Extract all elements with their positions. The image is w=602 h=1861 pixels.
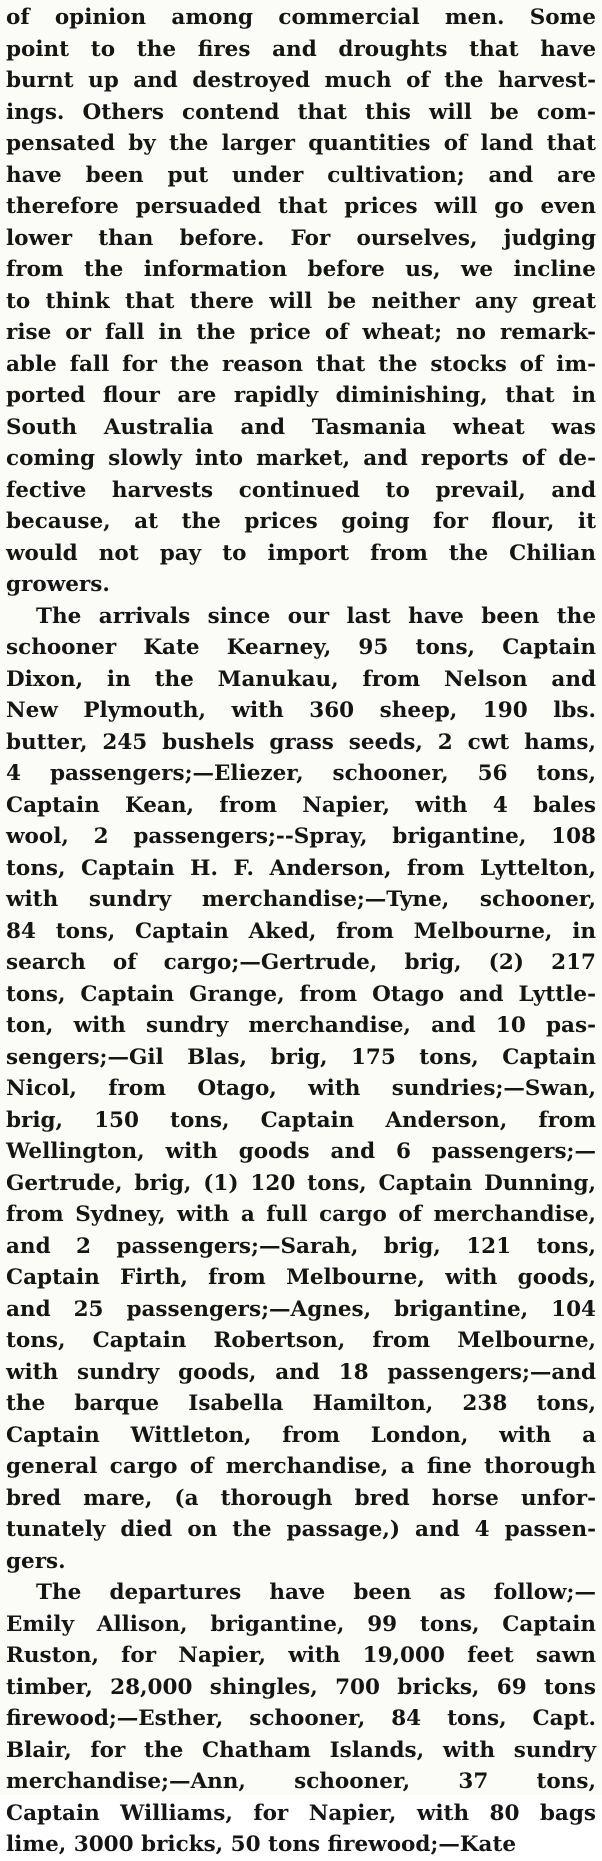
text-line: tons, Captain H. F. Anderson, from Lyttelton, — [6, 855, 596, 881]
text-line: from the information before us, we incline — [6, 257, 596, 282]
text-line: Nicol, from Otago, with sundries;—Swan, — [6, 1076, 596, 1101]
text-line: sengers;—Gil Blas, brig, 175 tons, Captain — [6, 1044, 596, 1070]
text-line: the barque Isabella Hamilton, 238 tons, — [6, 1391, 596, 1416]
text-line: of opinion among commercial men. Some — [6, 5, 596, 30]
text-line: from Sydney, with a full cargo of merchandise, — [6, 1202, 596, 1227]
text-line: Gertrude, brig, (1) 120 tons, Captain Dunning, — [6, 1170, 596, 1196]
text-line: merchandise;—Ann, schooner, 37 tons, — [6, 1769, 596, 1794]
text-line: tons, Captain Robertson, from Melbourne, — [6, 1328, 596, 1353]
text-line: rise or fall in the price of wheat; no remark- — [6, 320, 596, 345]
text-line: lime, 3000 bricks, 50 tons firewood;—Kate — [6, 1832, 517, 1857]
text-line: to think that there will be neither any great — [6, 288, 596, 314]
text-line: wool, 2 passengers;--Spray, brigantine, 108 — [6, 824, 596, 849]
text-line: and 2 passengers;—Sarah, brig, 121 tons, — [6, 1233, 596, 1259]
text-line: pensated by the larger quantities of land that — [6, 131, 596, 156]
text-line: therefore persuaded that prices will go even — [6, 194, 596, 219]
text-line: The arrivals since our last have been the — [36, 603, 596, 629]
text-line: Dixon, in the Manukau, from Nelson and — [6, 666, 596, 692]
text-line: and 25 passengers;—Agnes, brigantine, 104 — [6, 1296, 596, 1322]
text-line: point to the fires and droughts that have — [6, 36, 596, 62]
text-line: brig, 150 tons, Captain Anderson, from — [6, 1107, 596, 1133]
text-line: Wellington, with goods and 6 passengers;— — [6, 1139, 596, 1164]
text-line: ton, with sundry merchandise, and 10 pas- — [6, 1013, 596, 1038]
text-line: general cargo of merchandise, a fine thorough — [6, 1454, 596, 1479]
text-line: able fall for the reason that the stocks of im- — [6, 351, 596, 377]
text-line: coming slowly into market, and reports of de- — [6, 446, 596, 471]
text-line: have been put under cultivation; and are — [6, 162, 596, 188]
text-line: ported flour are rapidly diminishing, that in — [6, 383, 596, 408]
text-line: search of cargo;—Gertrude, brig, (2) 217 — [6, 950, 596, 975]
text-line: 4 passengers;—Eliezer, schooner, 56 tons, — [6, 761, 596, 786]
text-line: tunately died on the passage,) and 4 passen- — [6, 1517, 596, 1542]
article-column — [6, 2, 596, 1861]
text-line: firewood;—Esther, schooner, 84 tons, Capt. — [6, 1706, 596, 1731]
text-line: Blair, for the Chatham Islands, with sundry — [6, 1737, 596, 1763]
text-line: burnt up and destroyed much of the harvest- — [6, 68, 596, 93]
text-line: Captain Firth, from Melbourne, with goods, — [6, 1265, 596, 1290]
text-line: Emily Allison, brigantine, 99 tons, Captain — [6, 1611, 596, 1637]
text-line: New Plymouth, with 360 sheep, 190 lbs. — [6, 698, 596, 723]
text-line: The departures have been as follow;— — [36, 1580, 596, 1605]
text-line: schooner Kate Kearney, 95 tons, Captain — [6, 635, 596, 660]
text-line: with sundry merchandise;—Tyne, schooner, — [6, 887, 596, 912]
article-paragraph — [6, 1577, 596, 1861]
text-line: fective harvests continued to prevail, and — [6, 477, 596, 503]
text-line: ings. Others contend that this will be com- — [6, 99, 596, 125]
text-line: would not pay to import from the Chilian — [6, 540, 596, 566]
text-line: timber, 28,000 shingles, 700 bricks, 69 tons — [6, 1674, 596, 1700]
text-line: Captain Kean, from Napier, with 4 bales — [6, 792, 596, 818]
text-line: South Australia and Tasmania wheat was — [6, 414, 596, 440]
text-line: butter, 245 bushels grass seeds, 2 cwt hams, — [6, 729, 596, 755]
text-line: bred mare, (a thorough bred horse unfor- — [6, 1485, 596, 1511]
text-line: because, at the prices going for flour, it — [6, 509, 596, 534]
text-line: Captain Williams, for Napier, with 80 bags — [6, 1800, 596, 1826]
article-paragraph — [6, 2, 596, 601]
text-line: gers. — [6, 1548, 66, 1574]
text-line: Ruston, for Napier, with 19,000 feet sawn — [6, 1643, 596, 1668]
text-line: growers. — [6, 572, 110, 597]
article-paragraph — [6, 601, 596, 1578]
text-line: 84 tons, Captain Aked, from Melbourne, in — [6, 918, 596, 944]
text-line: lower than before. For ourselves, judging — [6, 225, 596, 251]
text-line: with sundry goods, and 18 passengers;—and — [6, 1359, 596, 1385]
text-line: tons, Captain Grange, from Otago and Lyttle- — [6, 981, 596, 1007]
text-line: Captain Wittleton, from London, with a — [6, 1422, 596, 1448]
